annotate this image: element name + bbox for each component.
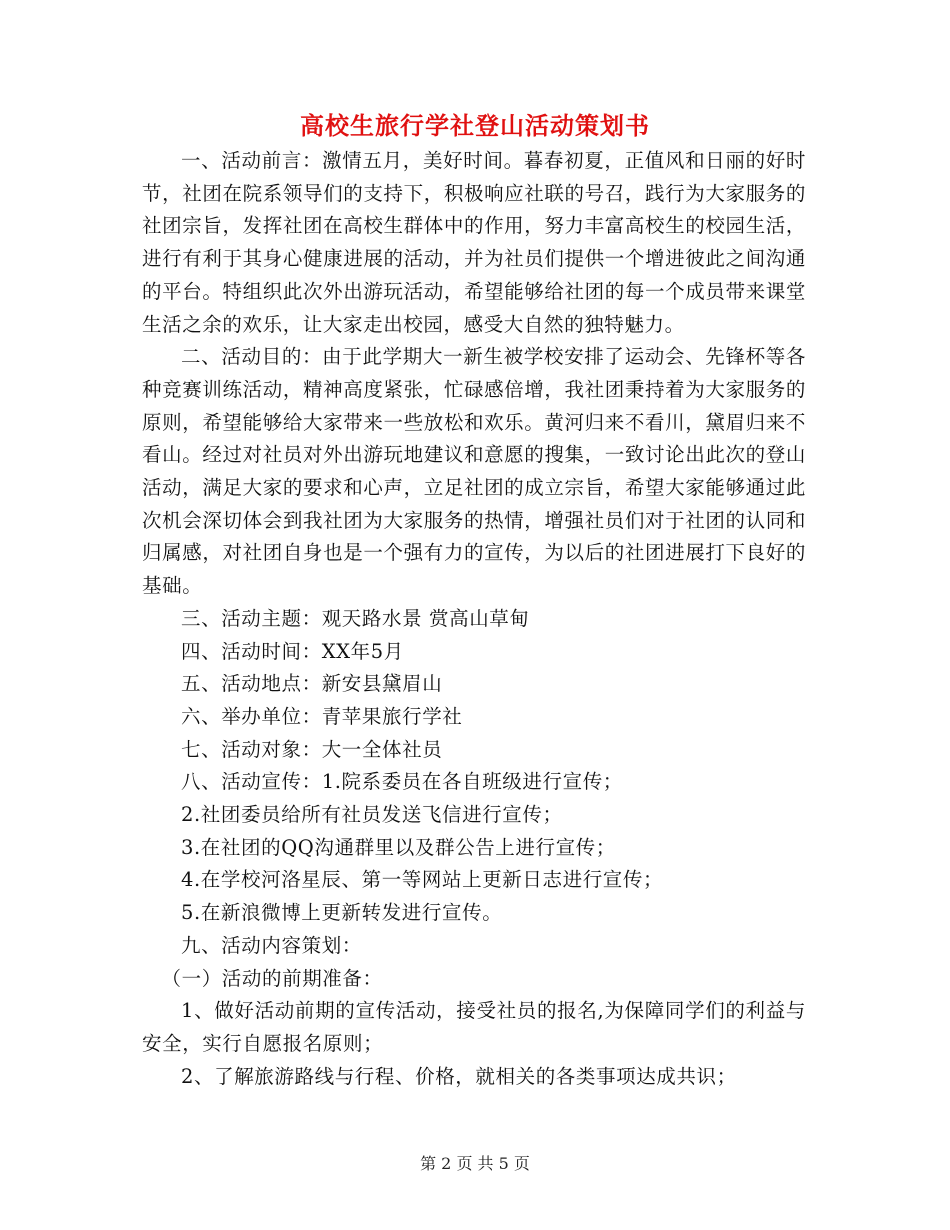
paragraph-purpose: 二、活动目的：由于此学期大一新生被学校安排了运动会、先锋杯等各种竞赛训练活动，精神高度紧张，忙碌感倍增，我社团秉持着为大家服务的原则，希望能够给大家带来一些放松和欢乐。黄河归来不看川，黛眉归来不看山。经过对社员对外出游玩地建议和意愿的搜集，一致讨论出此次的登山活动，满足大家的要求和心声，立足社团的成立宗旨，希望大家能够通过此次机会深切体会到我社团为大家服务的热情，增强社员们对于社团的认同和归属感，对社团自身也是一个强有力的宣传，为以后的社团进展打下良好的基础。 xyxy=(142,345,806,598)
paragraph-organizer: 六、举办单位：青苹果旅行学社 xyxy=(181,704,463,728)
paragraph-audience: 七、活动对象：大一全体社员 xyxy=(181,737,443,761)
paragraph-publicity: 八、活动宣传：1.院系委员在各自班级进行宣传； xyxy=(181,770,623,794)
paragraph-publicity-2: 2.社团委员给所有社员发送飞信进行宣传； xyxy=(181,803,563,827)
page-footer: 第 2 页 共 5 页 xyxy=(420,1154,530,1173)
paragraph-publicity-5: 5.在新浪微博上更新转发进行宣传。 xyxy=(181,901,503,925)
paragraph-preface: 一、活动前言：激情五月，美好时间。暮春初夏，正值风和日丽的好时节，社团在院系领导们的支持下，积极响应社联的号召，践行为大家服务的社团宗旨，发挥社团在高校生群体中的作用，努力丰富高校生的校园生活，进行有利于其身心健康进展的活动，并为社员们提供一个增进彼此之间沟通的平台。特组织此次外出游玩活动，希望能够给社团的每一个成员带来课堂生活之余的欢乐，让大家走出校园，感受大自然的独特魅力。 xyxy=(142,149,806,336)
paragraph-time: 四、活动时间：XX年5月 xyxy=(181,639,404,663)
paragraph-publicity-4: 4.在学校河洛星辰、第一等网站上更新日志进行宣传； xyxy=(181,868,664,892)
paragraph-theme: 三、活动主题：观天路水景 赏高山草甸 xyxy=(181,606,530,630)
document-body xyxy=(142,145,806,1093)
paragraph-publicity-3: 3.在社团的QQ沟通群里以及群公告上进行宣传； xyxy=(181,835,616,859)
paragraph-content-plan: 九、活动内容策划： xyxy=(181,933,362,957)
paragraph-preparation-2: 2、了解旅游路线与行程、价格，就相关的各类事项达成共识； xyxy=(181,1064,737,1088)
paragraph-preparation-heading: （一）活动的前期准备： xyxy=(161,966,383,990)
paragraph-location: 五、活动地点：新安县黛眉山 xyxy=(181,672,443,696)
document-title: 高校生旅行学社登山活动策划书 xyxy=(300,111,650,140)
paragraph-preparation-1: 1、做好活动前期的宣传活动，接受社员的报名,为保障同学们的利益与安全，实行自愿报名原则； xyxy=(142,999,806,1055)
